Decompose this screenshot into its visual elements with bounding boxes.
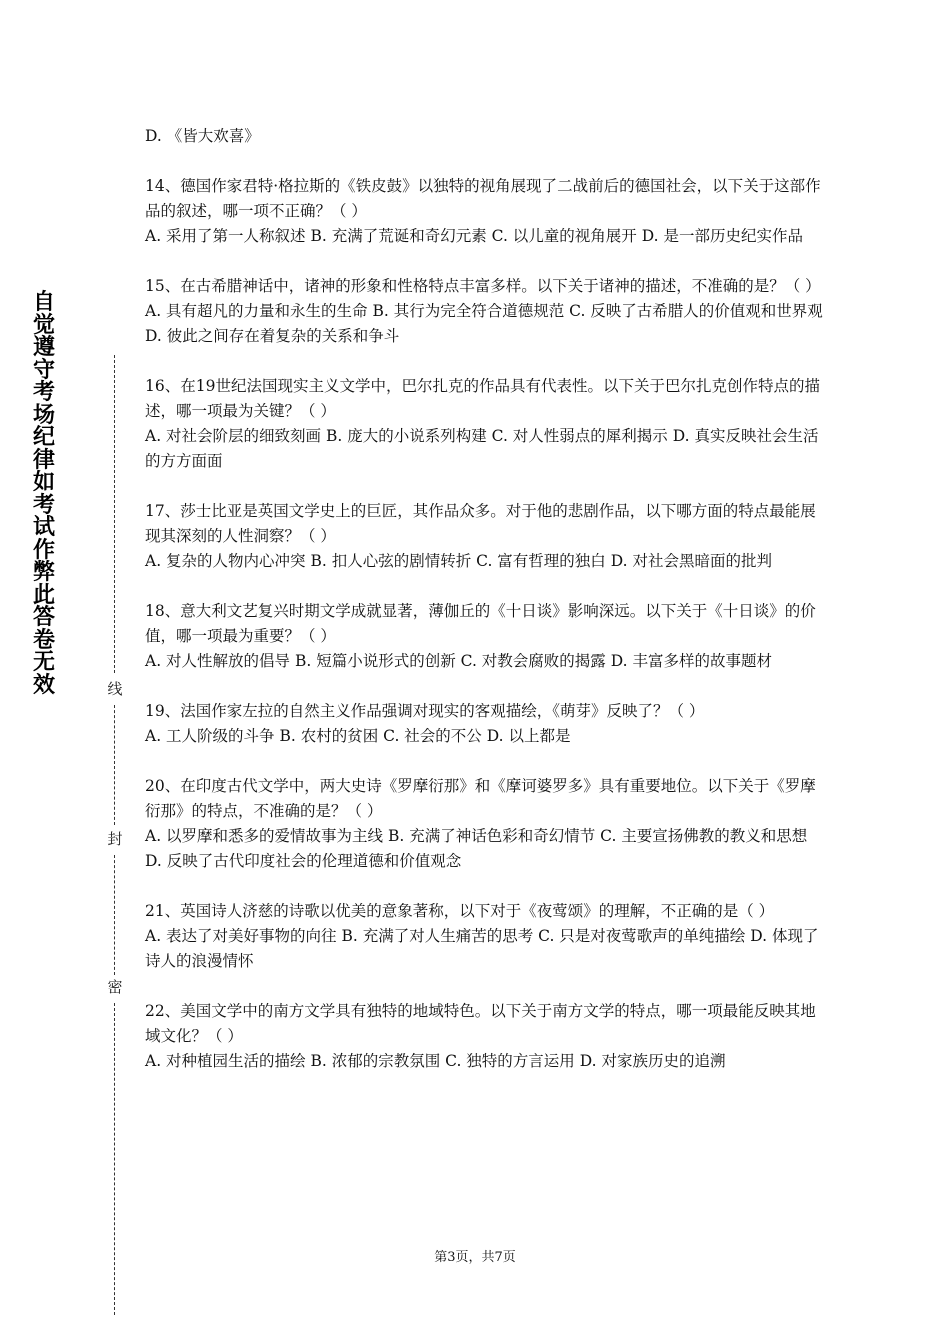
question-stem: 22、美国文学中的南方文学具有独特的地域特色。以下关于南方文学的特点，哪一项最能反映其地域文化？（ ） bbox=[145, 1002, 816, 1045]
question-options: A. 表达了对美好事物的向往 B. 充满了对人生痛苦的思考 C. 只是对夜莺歌声的单纯描绘 D. 体现了诗人的浪漫情怀 bbox=[145, 927, 819, 970]
question-item bbox=[145, 999, 825, 1074]
question-options: A. 工人阶级的斗争 B. 农村的贫困 C. 社会的不公 D. 以上都是 bbox=[145, 727, 571, 745]
question-stem: 19、法国作家左拉的自然主义作品强调对现实的客观描绘，《萌芽》反映了？（ ） bbox=[145, 702, 705, 720]
question-item bbox=[145, 374, 825, 474]
question-stem: 18、意大利文艺复兴时期文学成就显著，薄伽丘的《十日谈》影响深远。以下关于《十日谈》的价值，哪一项最为重要？（ ） bbox=[145, 602, 816, 645]
question-list bbox=[145, 124, 825, 1074]
question-stem: 21、英国诗人济慈的诗歌以优美的意象著称，以下对于《夜莺颂》的理解，不正确的是（ ） bbox=[145, 902, 775, 920]
question-item bbox=[145, 774, 825, 874]
question-stem: 17、莎士比亚是英国文学史上的巨匠，其作品众多。对于他的悲剧作品，以下哪方面的特点最能展现其深刻的人性洞察？（ ） bbox=[145, 502, 816, 545]
question-options: A. 以罗摩和悉多的爱情故事为主线 B. 充满了神话色彩和奇幻情节 C. 主要宣扬佛教的教义和思想 D. 反映了古代印度社会的伦理道德和价值观念 bbox=[145, 827, 808, 870]
binding-secret-label: 密 bbox=[107, 978, 123, 996]
question-options: A. 对社会阶层的细致刻画 B. 庞大的小说系列构建 C. 对人性弱点的犀利揭示 D. 真实反映社会生活的方方面面 bbox=[145, 427, 819, 470]
binding-dashed-line bbox=[114, 705, 115, 825]
question-item bbox=[145, 599, 825, 674]
binding-line-label: 线 bbox=[107, 680, 123, 698]
question-stem: 20、在印度古代文学中，两大史诗《罗摩衍那》和《摩诃婆罗多》具有重要地位。以下关于《罗摩衍那》的特点，不准确的是？（ ） bbox=[145, 777, 816, 820]
previous-question-option: D. 《皆大欢喜》 bbox=[145, 127, 260, 145]
binding-dashed-line bbox=[114, 1003, 115, 1315]
question-item bbox=[145, 499, 825, 574]
question-options: A. 采用了第一人称叙述 B. 充满了荒诞和奇幻元素 C. 以儿童的视角展开 D. 是一部历史纪实作品 bbox=[145, 227, 803, 245]
page-number: 第3页，共7页 bbox=[434, 1250, 516, 1265]
question-stem: 16、在19世纪法国现实主义文学中，巴尔扎克的作品具有代表性。以下关于巴尔扎克创作特点的描述，哪一项最为关键？（ ） bbox=[145, 377, 820, 420]
question-options: A. 复杂的人物内心冲突 B. 扣人心弦的剧情转折 C. 富有哲理的独白 D. 对社会黑暗面的批判 bbox=[145, 552, 772, 570]
question-options: A. 对种植园生活的描绘 B. 浓郁的宗教氛围 C. 独特的方言运用 D. 对家族历史的追溯 bbox=[145, 1052, 726, 1070]
question-item bbox=[145, 174, 825, 249]
binding-dashed-line bbox=[114, 355, 115, 673]
question-item bbox=[145, 699, 825, 749]
question-stem: 14、德国作家君特·格拉斯的《铁皮鼓》以独特的视角展现了二战前后的德国社会，以下关于这部作品的叙述，哪一项不正确？（ ） bbox=[145, 177, 821, 220]
question-stem: 15、在古希腊神话中，诸神的形象和性格特点丰富多样。以下关于诸神的描述，不准确的是？（ ） bbox=[145, 277, 821, 295]
question-item bbox=[145, 274, 825, 349]
binding-dashed-line bbox=[114, 855, 115, 975]
question-options: A. 具有超凡的力量和永生的生命 B. 其行为完全符合道德规范 C. 反映了古希腊人的价值观和世界观 D. 彼此之间存在着复杂的关系和争斗 bbox=[145, 302, 823, 345]
question-options: A. 对人性解放的倡导 B. 短篇小说形式的创新 C. 对教会腐败的揭露 D. 丰富多样的故事题材 bbox=[145, 652, 772, 670]
binding-notice: 自觉遵守考场纪律如考试作弊此答卷无效 bbox=[32, 290, 55, 698]
question-item bbox=[145, 899, 825, 974]
binding-seal-label: 封 bbox=[107, 830, 123, 848]
